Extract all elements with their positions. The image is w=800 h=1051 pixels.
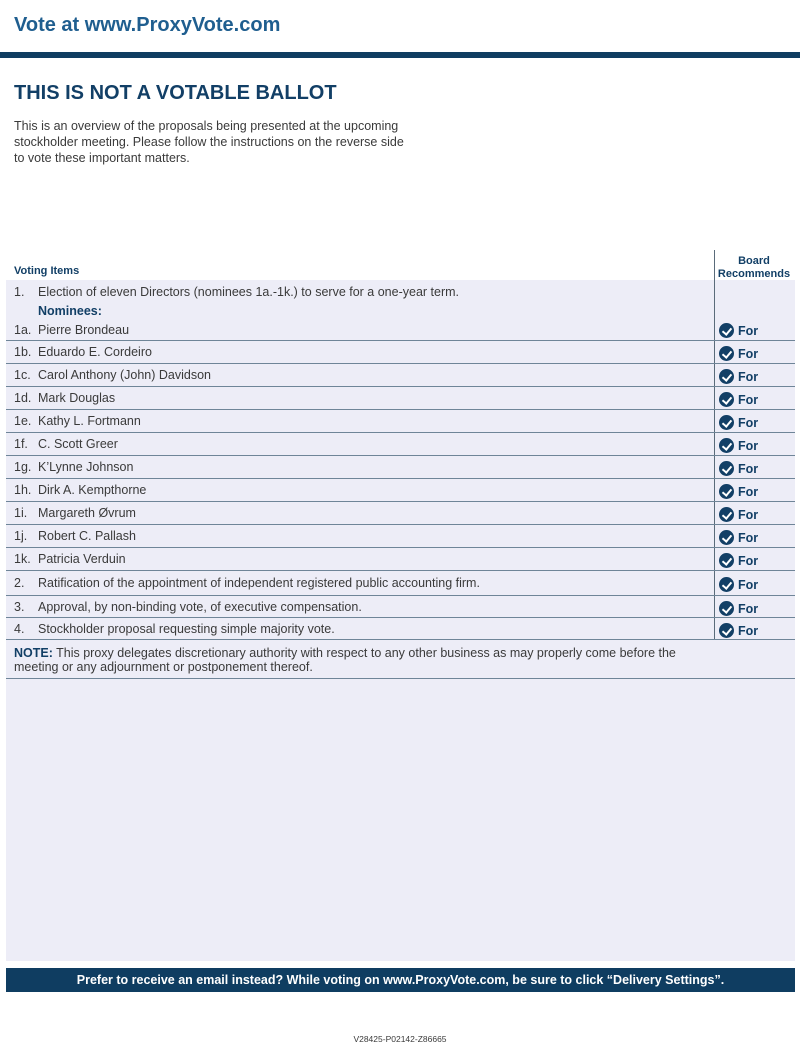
board-recommendation: [719, 438, 758, 453]
board-recommendation: [719, 461, 758, 476]
table-row: [6, 456, 795, 479]
item-number: 1.: [14, 285, 25, 299]
table-row: [6, 596, 795, 618]
table-row: [6, 618, 795, 640]
ballot-intro: This is an overview of the proposals being presented at the upcoming stockholder meeting. Please follow the instructions on the reverse side to vote these important matters.: [14, 119, 404, 165]
recommendation-label: For: [738, 369, 759, 384]
board-recommendation: [719, 507, 758, 522]
item-number: 4.: [14, 622, 25, 636]
board-recommendation: [719, 323, 758, 338]
table-row: [6, 525, 795, 548]
table-row: [6, 387, 795, 410]
table-row: [6, 341, 795, 364]
header-title: Vote at www.ProxyVote.com: [14, 14, 281, 36]
recommendation-label: For: [738, 553, 759, 568]
nominee-name: Eduardo E. Cordeiro: [38, 345, 152, 359]
nominee-name: K’Lynne Johnson: [38, 460, 134, 474]
note-text: This proxy delegates discretionary authority with respect to any other business as may properly come before the meeting or any adjournment or postponement thereof.: [14, 646, 676, 674]
nominee-name: Robert C. Pallash: [38, 529, 136, 543]
board-recommendation: [719, 577, 758, 592]
recommendation-label: For: [738, 415, 759, 430]
board-recommendation: [719, 601, 758, 616]
table-row: [6, 280, 795, 341]
item-number: 2.: [14, 576, 25, 590]
check-circle-icon: [719, 484, 734, 499]
nominee-number: 1d.: [14, 391, 32, 405]
table-row: [6, 548, 795, 571]
recommendation-label: For: [738, 461, 759, 476]
nominee-name: C. Scott Greer: [38, 437, 118, 451]
check-circle-icon: [719, 392, 734, 407]
check-circle-icon: [719, 438, 734, 453]
board-label-line2: Recommends: [717, 268, 791, 280]
document-code: V28425-P02142-Z86665: [353, 1034, 447, 1044]
recommendation-label: For: [738, 530, 759, 545]
check-circle-icon: [719, 553, 734, 568]
item-text: Stockholder proposal requesting simple majority vote.: [38, 622, 335, 636]
nominee-number: 1i.: [14, 506, 28, 520]
nominee-number: 1c.: [14, 368, 31, 382]
table-row: [6, 433, 795, 456]
recommendation-label: For: [738, 323, 759, 338]
voting-table: [6, 280, 795, 961]
note: [14, 646, 714, 674]
voting-items-label: Voting Items: [14, 265, 80, 277]
table-row: [6, 502, 795, 525]
nominee-number: 1k.: [14, 552, 31, 566]
check-circle-icon: [719, 623, 734, 638]
note-label: NOTE:: [14, 646, 53, 660]
board-recommendation: [719, 530, 758, 545]
nominee-number: 1j.: [14, 529, 28, 543]
table-row: [6, 479, 795, 502]
header-bar: [0, 52, 800, 58]
divider: [6, 678, 795, 679]
item-number: 3.: [14, 600, 25, 614]
nominee-number: 1e.: [14, 414, 32, 428]
table-row: [6, 571, 795, 596]
check-circle-icon: [719, 461, 734, 476]
table-row: [6, 410, 795, 433]
nominee-name: Carol Anthony (John) Davidson: [38, 368, 212, 382]
item-text: Election of eleven Directors (nominees 1a.-1k.) to serve for a one-year term.: [38, 285, 460, 299]
nominee-number: 1b.: [14, 345, 32, 359]
nominee-number: 1f.: [14, 437, 28, 451]
recommendation-label: For: [738, 392, 759, 407]
recommendation-label: For: [738, 438, 759, 453]
board-recommendation: [719, 369, 758, 384]
check-circle-icon: [719, 323, 734, 338]
nominee-name: Mark Douglas: [38, 391, 116, 405]
nominee-number: 1a.: [14, 323, 32, 337]
check-circle-icon: [719, 577, 734, 592]
recommendation-label: For: [738, 346, 759, 361]
check-circle-icon: [719, 369, 734, 384]
check-circle-icon: [719, 346, 734, 361]
recommendation-label: For: [738, 601, 759, 616]
check-circle-icon: [719, 601, 734, 616]
board-recommendation: [719, 392, 758, 407]
recommendation-label: For: [738, 623, 759, 638]
board-label-line1: Board: [738, 255, 770, 267]
board-recommendation: [719, 415, 758, 430]
check-circle-icon: [719, 507, 734, 522]
ballot-title: THIS IS NOT A VOTABLE BALLOT: [14, 82, 337, 104]
nominee-name: Kathy L. Fortmann: [38, 414, 141, 428]
board-recommends-label: [714, 255, 794, 281]
nominee-name: Dirk A. Kempthorne: [38, 483, 147, 497]
board-recommendation: [719, 623, 758, 638]
nominee-name: Margareth Øvrum: [38, 506, 136, 520]
item-text: Approval, by non-binding vote, of executive compensation.: [38, 600, 362, 614]
recommendation-label: For: [738, 577, 759, 592]
board-recommendation: [719, 484, 758, 499]
check-circle-icon: [719, 530, 734, 545]
board-recommendation: [719, 553, 758, 568]
nominees-label: Nominees:: [38, 304, 102, 318]
recommendation-label: For: [738, 507, 759, 522]
nominee-number: 1g.: [14, 460, 32, 474]
nominee-number: 1h.: [14, 483, 32, 497]
recommendation-label: For: [738, 484, 759, 499]
board-recommendation: [719, 346, 758, 361]
nominee-name: Pierre Brondeau: [38, 323, 130, 337]
item-text: Ratification of the appointment of independent registered public accounting firm.: [38, 576, 480, 590]
check-circle-icon: [719, 415, 734, 430]
delivery-settings-banner: Prefer to receive an email instead? While voting on www.ProxyVote.com, be sure to click “Delivery Settings”.: [6, 968, 795, 992]
table-row: [6, 364, 795, 387]
nominee-name: Patricia Verduin: [38, 552, 126, 566]
